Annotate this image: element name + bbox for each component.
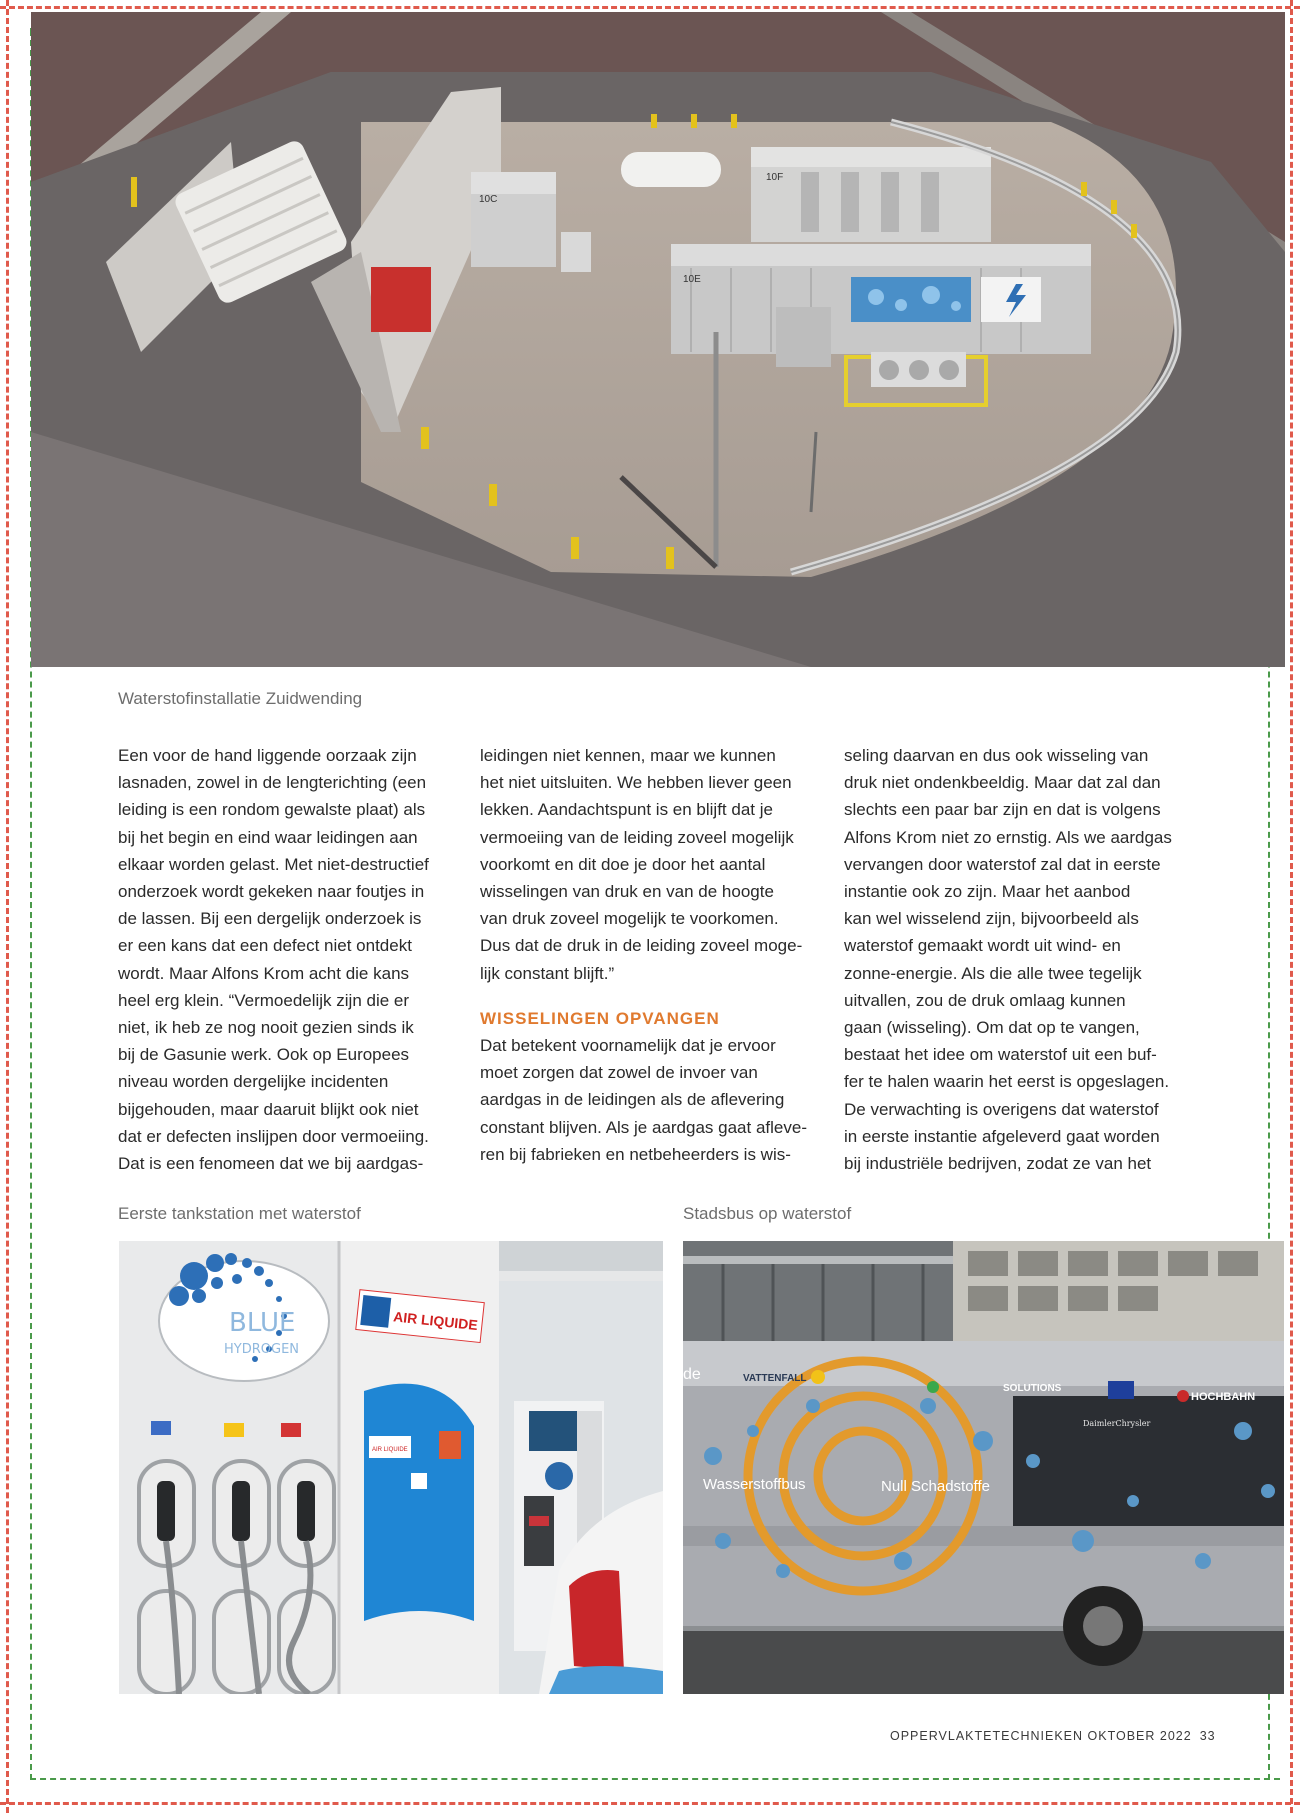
- text-line: in eerste instantie afgeleverd gaat worden: [844, 1126, 1160, 1146]
- container-label-10f: 10F: [766, 172, 784, 183]
- text-line: zonne-energie. Als die alle twee tegelijk: [844, 963, 1142, 983]
- bus-solutions-text: SOLUTIONS: [1003, 1383, 1062, 1394]
- text-line: Dat betekent voornamelijk dat je ervoor: [480, 1036, 776, 1056]
- hydrogen-bus-photo: [683, 1241, 1284, 1694]
- text-line: waterstof gemaakt wordt uit wind- en: [844, 936, 1121, 956]
- text-line: bij industriële bedrijven, zodat ze van het: [844, 1154, 1152, 1174]
- text-line: Dus dat de druk in de leiding zoveel moge-: [480, 936, 803, 956]
- bus-vattenfall-text: VATTENFALL: [743, 1373, 807, 1384]
- text-line: leidingen niet kennen, maar we kunnen: [480, 746, 776, 765]
- bus-daimlerchrysler-text: DaimlerChrysler: [1083, 1419, 1151, 1428]
- text-line: de lassen. Bij een dergelijk onderzoek is: [118, 909, 422, 929]
- text-line: druk niet ondenkbeeldig. Maar dat zal dan: [844, 773, 1161, 793]
- text-line: bijgehouden, maar daaruit blijkt ook niet: [118, 1099, 419, 1119]
- photo-caption-installation: Waterstofinstallatie Zuidwending: [118, 689, 363, 708]
- text-line: voorkomt en dit doe je door het aantal: [480, 854, 766, 874]
- text-line: niveau worden dergelijke incidenten: [118, 1072, 389, 1092]
- section-subheading: WISSELINGEN OPVANGEN: [480, 1008, 720, 1028]
- crop-mark-left: [6, 0, 9, 1813]
- logo-blue-text: BLUE: [229, 1308, 296, 1338]
- crop-mark-right: [1290, 0, 1293, 1813]
- text-line: er een kans dat een defect niet ontdekt: [118, 936, 412, 956]
- text-line: De verwachting is overigens dat waterstof: [844, 1099, 1159, 1119]
- text-line: elkaar worden gelast. Met niet-destructief: [118, 854, 429, 874]
- text-line: heel erg klein. “Vermoedelijk zijn die er: [118, 990, 410, 1010]
- text-line: wordt. Maar Alfons Krom acht die kans: [118, 963, 410, 983]
- crop-mark-bottom: [0, 1802, 1300, 1805]
- text-line: van druk zoveel mogelijk te voorkomen.: [480, 909, 779, 929]
- text-line: bestaat het idee om waterstof uit een buf-: [844, 1045, 1157, 1065]
- text-line: aardgas in de leidingen als de aflevering: [480, 1090, 785, 1110]
- photo-caption-fuel-station: Eerste tankstation met waterstof: [118, 1204, 361, 1223]
- text-line: niet, ik heb ze nog nooit gezien sinds ik: [118, 1018, 414, 1038]
- text-line: constant blijven. Als je aardgas gaat afleve-: [480, 1117, 807, 1137]
- bleed-mark-bottom: [30, 1778, 1280, 1780]
- text-line: gaan (wisseling). Om dat op te vangen,: [844, 1018, 1140, 1038]
- text-line: wisselingen van druk en van de hoogte: [480, 882, 774, 902]
- logo-hydrogen-text: HYDROGEN: [224, 1342, 300, 1357]
- crop-mark-top: [0, 6, 1300, 9]
- text-line: Alfons Krom niet zo ernstig. Als we aardgas: [844, 827, 1172, 847]
- article-column-1: [118, 742, 458, 1177]
- panel-small-label: AIR LIQUIDE: [372, 1447, 408, 1453]
- bus-wasserstoffbus-text: Wasserstoffbus: [703, 1476, 806, 1493]
- text-line: moet zorgen dat zowel de invoer van: [480, 1063, 758, 1083]
- page-footer: [890, 1729, 1216, 1743]
- text-line: vermoeiing van de leiding zoveel mogelijk: [480, 827, 794, 847]
- text-line: bij het begin en eind waar leidingen aan: [118, 827, 418, 847]
- text-line: Een voor de hand liggende oorzaak zijn: [118, 746, 417, 765]
- footer-title: OPPERVLAKTETECHNIEKEN OKTOBER 2022: [890, 1729, 1192, 1743]
- text-line: onderzoek wordt gekeken naar foutjes in: [118, 882, 425, 902]
- bus-text-left: de: [683, 1366, 701, 1383]
- container-label-10c: 10C: [479, 194, 498, 205]
- text-line: slechts een paar bar zijn en dat is volgens: [844, 800, 1161, 820]
- bus-hochbahn-text: HOCHBAHN: [1191, 1391, 1256, 1403]
- text-line: seling daarvan en dus ook wisseling van: [844, 746, 1149, 765]
- text-line: Dat is een fenomeen dat we bij aardgas-: [118, 1154, 424, 1174]
- text-line: vervangen door waterstof zal dat in eerste: [844, 854, 1161, 874]
- bus-null-schadstoffe-text: Null Schadstoffe: [881, 1478, 990, 1495]
- article-column-2: [480, 742, 820, 1168]
- text-line: bij de Gasunie werk. Ook op Europees: [118, 1045, 410, 1065]
- text-line: leiding is een rondom gewalste plaat) als: [118, 800, 426, 820]
- text-line: het niet uitsluiten. We hebben liever geen: [480, 773, 792, 793]
- photo-caption-bus: Stadsbus op waterstof: [683, 1204, 852, 1223]
- text-line: lekken. Aandachtspunt is en blijft dat je: [480, 800, 773, 820]
- hydrogen-fuel-station-photo: [119, 1241, 663, 1694]
- text-line: dat er defecten inslijpen door vermoeiing.: [118, 1126, 429, 1146]
- page-number: 33: [1199, 1729, 1216, 1743]
- text-line: lasnaden, zowel in de lengterichting (een: [118, 773, 427, 793]
- hydrogen-installation-photo: [31, 12, 1285, 667]
- text-line: fer te halen waarin het eerst is opgeslagen.: [844, 1072, 1170, 1092]
- text-line: uitvallen, zou de druk omlaag kunnen: [844, 990, 1126, 1010]
- article-column-3: [844, 742, 1184, 1177]
- text-line: ren bij fabrieken en netbeheerders is wis-: [480, 1144, 791, 1164]
- container-label-10e: 10E: [683, 274, 701, 285]
- text-line: instantie ook zo zijn. Maar het aanbod: [844, 882, 1131, 902]
- text-line: lijk constant blijft.”: [480, 963, 615, 983]
- air-liquide-logo-text: AIR LIQUIDE: [392, 1308, 479, 1334]
- text-line: kan wel wisselend zijn, bijvoorbeeld als: [844, 909, 1139, 929]
